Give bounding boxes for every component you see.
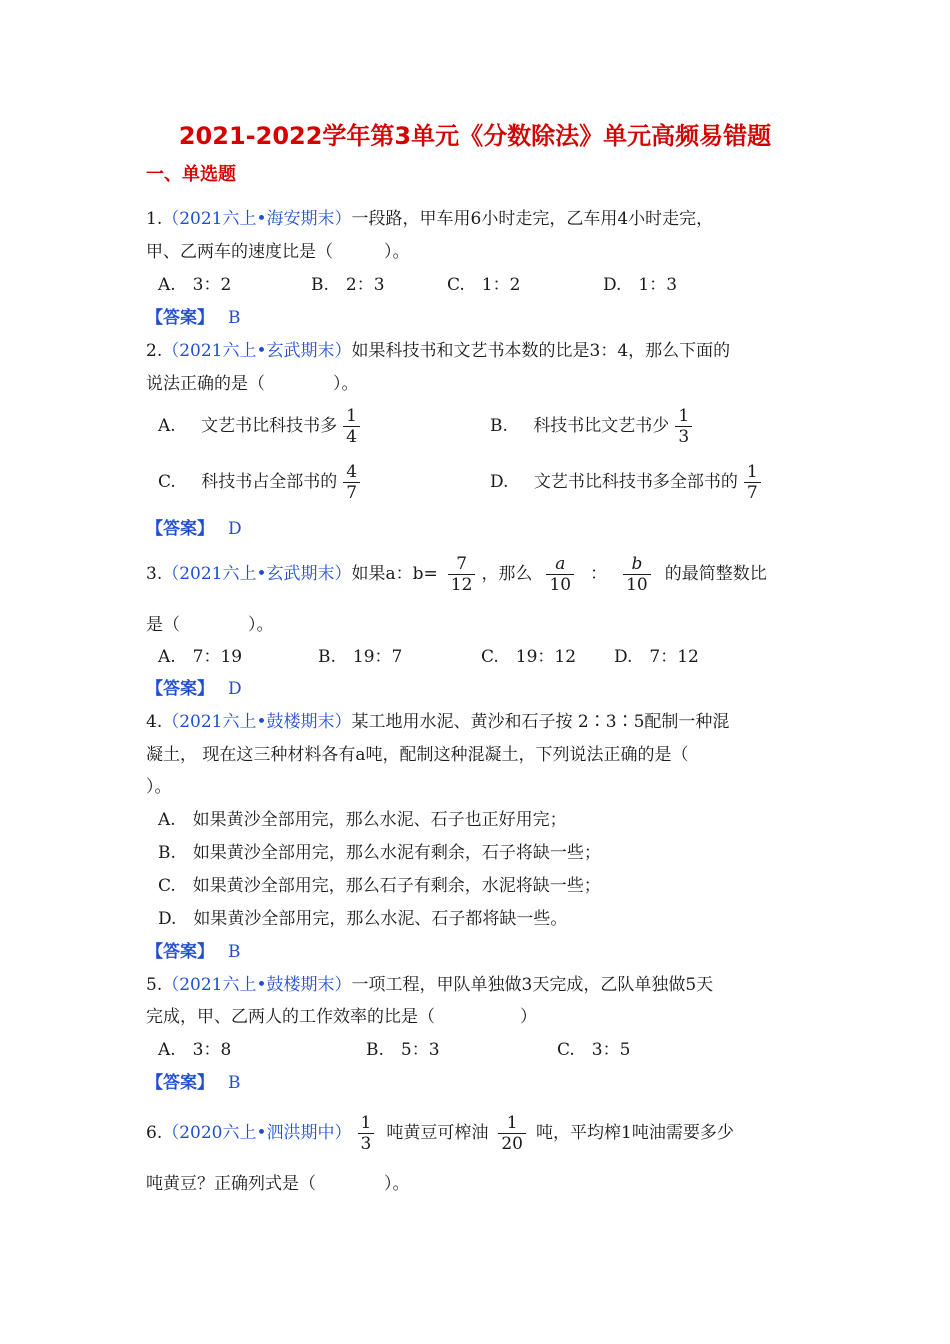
q1-answer (146, 307, 241, 329)
question-text: 吨黄豆可榨油 (386, 1123, 489, 1143)
q5-answer (146, 1072, 241, 1094)
option-label: A. (158, 416, 176, 436)
fraction (744, 462, 761, 503)
q4-option-a: A. 如果黄沙全部用完，那么水泥、石子也正好用完； (158, 810, 567, 830)
answer-label: 【答案】 (146, 942, 214, 962)
q2-option-a (158, 406, 366, 447)
q4-option-b: B. 如果黄沙全部用完，那么水泥有剩余，石子将缺一些； (158, 843, 601, 863)
question-5-line-2: 完成，甲、乙两人的工作效率的比是（ ） (146, 1007, 537, 1027)
question-text: 如果科技书和文艺书本数的比是3：4，那么下面的 (351, 341, 731, 361)
answer-value: B (228, 942, 241, 962)
q5-option-b: B. 5：3 (366, 1040, 440, 1060)
question-number: 1. (146, 209, 163, 229)
fraction (623, 554, 651, 595)
question-1-line-1 (146, 208, 713, 230)
fraction-denominator: 7 (346, 483, 358, 503)
question-3-line-2: 是（ ）。 (146, 615, 274, 635)
section-heading: 一、单选题 (146, 164, 236, 185)
answer-label: 【答案】 (146, 519, 214, 539)
q3-option-a: A. 7：19 (158, 647, 243, 667)
fraction-numerator: 1 (746, 462, 758, 482)
question-text: 一项工程，甲队单独做3天完成，乙队单独做5天 (351, 975, 714, 995)
question-6-line-1 (146, 1113, 734, 1154)
fraction-denominator: 10 (626, 575, 648, 595)
question-4-line-1 (146, 711, 729, 733)
q3-option-c: C. 19：12 (481, 647, 577, 667)
fraction-numerator: 1 (346, 406, 357, 426)
question-text: ，那么 (481, 564, 533, 584)
question-text: 的最简整数比 (664, 564, 767, 584)
answer-label: 【答案】 (146, 308, 214, 328)
option-text: 文艺书比科技书多全部书的 (533, 472, 738, 492)
question-text: 吨，平均榨1吨油需要多少 (536, 1123, 734, 1143)
question-source: （2021六上•鼓楼期末） (162, 712, 352, 732)
q4-option-c: C. 如果黄沙全部用完，那么石子有剩余，水泥将缺一些； (158, 876, 601, 896)
fraction (343, 406, 360, 447)
question-4-line-2: 凝土， 现在这三种材料各有a吨，配制这种混凝土，下列说法正确的是（ (146, 745, 689, 765)
answer-label: 【答案】 (146, 679, 214, 699)
answer-value: D (228, 519, 242, 539)
q5-option-c: C. 3：5 (557, 1040, 631, 1060)
question-5-line-1 (146, 974, 713, 996)
question-text: 某工地用水泥、黄沙和石子按 2∶3∶5配制一种混 (351, 712, 730, 732)
fraction-numerator: b (631, 554, 643, 574)
document-title: 2021-2022学年第3单元《分数除法》单元高频易错题 (178, 122, 772, 150)
question-1-line-2: 甲、乙两车的速度比是（ ）。 (146, 242, 410, 262)
option-label: D. (490, 472, 509, 492)
q4-option-d: D. 如果黄沙全部用完，那么水泥、石子都将缺一些。 (158, 909, 568, 929)
option-text: 科技书占全部书的 (201, 472, 338, 492)
question-number: 4. (146, 712, 163, 732)
q1-option-a: A. 3：2 (158, 275, 232, 295)
q1-option-c: C. 1：2 (447, 275, 521, 295)
q1-option-d: D. 1：3 (603, 275, 678, 295)
question-number: 2. (146, 341, 163, 361)
fraction-numerator: 1 (678, 406, 690, 426)
fraction-denominator: 3 (360, 1134, 372, 1154)
q2-answer (146, 518, 242, 540)
fraction-denominator: 3 (678, 427, 690, 447)
fraction (358, 1113, 375, 1154)
fraction (343, 462, 360, 503)
option-label: C. (158, 472, 176, 492)
fraction (498, 1113, 526, 1154)
option-text: 文艺书比科技书多 (201, 416, 338, 436)
fraction (546, 554, 574, 595)
question-number: 5. (146, 975, 163, 995)
question-text: 一段路，甲车用6小时走完，乙车用4小时走完， (351, 209, 714, 229)
q4-answer (146, 941, 241, 963)
q5-option-a: A. 3：8 (158, 1040, 232, 1060)
fraction-numerator: 7 (456, 554, 468, 574)
q3-answer (146, 678, 242, 700)
q2-option-c (158, 462, 366, 503)
question-2-line-2: 说法正确的是（ ）。 (146, 374, 359, 394)
ratio-colon: ： (590, 564, 608, 584)
question-6-line-2: 吨黄豆？正确列式是（ ）。 (146, 1174, 410, 1194)
fraction-numerator: 1 (360, 1113, 372, 1133)
q2-option-b (490, 406, 698, 447)
question-number: 6. (146, 1123, 163, 1143)
fraction-denominator: 10 (549, 575, 572, 595)
question-source: （2021六上•鼓楼期末） (162, 975, 352, 995)
question-4-line-3: ）。 (146, 777, 172, 797)
fraction-denominator: 12 (450, 575, 473, 595)
q3-option-b: B. 19：7 (318, 647, 403, 667)
fraction-numerator: a (555, 554, 566, 574)
answer-value: B (228, 1073, 241, 1093)
question-2-line-1 (146, 340, 730, 362)
question-3-line-1 (146, 554, 767, 595)
fraction-numerator: 1 (506, 1113, 518, 1133)
question-number: 3. (146, 564, 163, 584)
option-text: 科技书比文艺书少 (533, 416, 670, 436)
q3-option-d: D. 7：12 (614, 647, 699, 667)
answer-value: B (228, 308, 241, 328)
question-text: 如果a：b= (351, 564, 438, 584)
q2-option-d (490, 462, 767, 503)
answer-value: D (228, 679, 242, 699)
question-source: （2021六上•海安期末） (162, 209, 352, 229)
fraction-denominator: 7 (746, 483, 758, 503)
fraction (675, 406, 692, 447)
fraction-denominator: 20 (501, 1134, 523, 1154)
q1-option-b: B. 2：3 (311, 275, 385, 295)
question-source: （2021六上•玄武期末） (162, 564, 352, 584)
fraction-numerator: 4 (346, 462, 358, 482)
fraction-denominator: 4 (346, 427, 357, 447)
option-label: B. (490, 416, 508, 436)
question-source: （2020六上•泗洪期中） (162, 1123, 352, 1143)
fraction (448, 554, 476, 595)
answer-label: 【答案】 (146, 1073, 214, 1093)
question-source: （2021六上•玄武期末） (162, 341, 352, 361)
